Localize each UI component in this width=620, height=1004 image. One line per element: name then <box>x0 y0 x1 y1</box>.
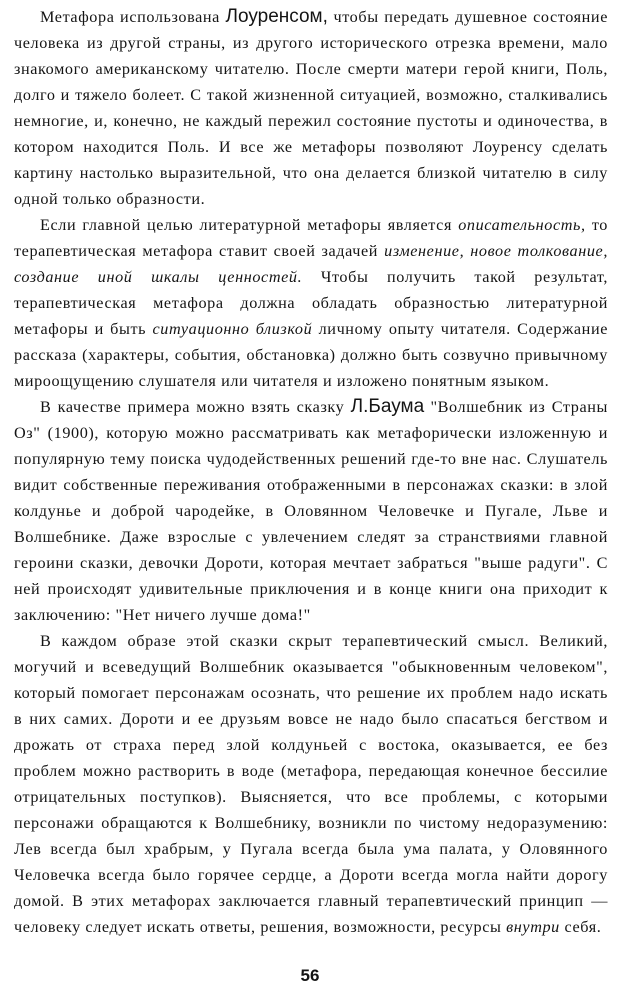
page-number: 56 <box>300 966 320 985</box>
body-text <box>14 4 608 940</box>
paragraph-4 <box>14 628 608 940</box>
p4-emphasis-1: внутри <box>506 918 560 936</box>
p1-text-1: Метафора использована <box>40 8 226 26</box>
paragraph-2 <box>14 212 608 394</box>
p3-text-1: В качестве примера можно взять сказку <box>40 398 351 416</box>
p2-text-3: Чтобы получить такой результат, терапевтическая метафора должна обладать образностью литературной метафоры и быть <box>14 268 608 338</box>
p4-text-2: себя. <box>559 918 602 936</box>
paragraph-3 <box>14 394 608 628</box>
p2-emphasis-1: описательность, <box>458 216 586 234</box>
p1-text-2: чтобы передать душевное состояние человека из другой страны, из другого исторического отрезка времени, мало знакомого американскому читателю. После смерти матери герой книги, Поль, долго и тяжело болеет. С такой жизненной ситуацией, возможно, сталкивались немногие, и, конечно, не каждый пережил состояние пустоты и одиночества, в котором находится Поль. И все же метафоры позволяют Лоуренсу сделать картину настолько выразительной, что она делается близкой читателю в силу одной только образности. <box>14 8 608 208</box>
p4-text-1: В каждом образе этой сказки скрыт терапевтический смысл. Великий, могучий и всеведущий Волшебник оказывается "обыкновенным человеком", который помогает персонажам осознать, что решение их проблем надо искать в них самих. Дороти и ее друзьям вовсе не надо было спасаться бегством и дрожать от страха перед злой колдуньей с востока, оказывается, ее без проблем можно растворить в воде (метафора, передающая конечное бессилие отрицательных поступков). Выясняется, что все проблемы, с которыми персонажи обращаются к Волшебнику, возникли по чистому недоразумению: Лев всегда был храбрым, у Пугала всегда была ума палата, у Оловянного Человечка всегда было горячее сердце, а Дороти всегда могла найти дорогу домой. В этих метафорах заключается главный терапевтический принцип — человеку следует искать ответы, решения, возможности, ресурсы <box>14 632 608 936</box>
paragraph-1 <box>14 4 608 212</box>
author-name-baum: Л.Баума <box>350 396 425 417</box>
p2-text-4: личному опыту читателя. Содержание рассказа (характеры, события, обстановка) должно быть созвучно привычному мироощущению слушателя или читателя и изложено понятным языком. <box>14 320 608 390</box>
p3-text-2: "Волшебник из Страны Оз" (1900), которую можно рассматривать как метафорически изложенную и популярную тему поиска чудодейственных решений где-то вне нас. Слушатель видит собственные переживания отображенными в персонажах сказки: в злой колдунье и доброй чародейке, в Оловянном Человечке и Пугале, Льве и Волшебнике. Даже взрослые с увлечением следят за странствиями главной героини сказки, девочки Дороти, которая мечтает забраться "выше радуги". С ней происходят удивительные приключения и в конце книги она приходит к заключению: "Нет ничего лучше дома!" <box>14 398 608 624</box>
p2-emphasis-2: изменение, новое толкование, создание иной шкалы ценностей. <box>14 242 608 286</box>
p2-text-2: то терапевтическая метафора ставит своей задачей <box>14 216 608 260</box>
p2-emphasis-3: ситуационно близкой <box>152 320 313 338</box>
p2-text-1: Если главной целью литературной метафоры является <box>40 216 459 234</box>
author-name-lawrence: Лоуренсом, <box>225 6 328 27</box>
